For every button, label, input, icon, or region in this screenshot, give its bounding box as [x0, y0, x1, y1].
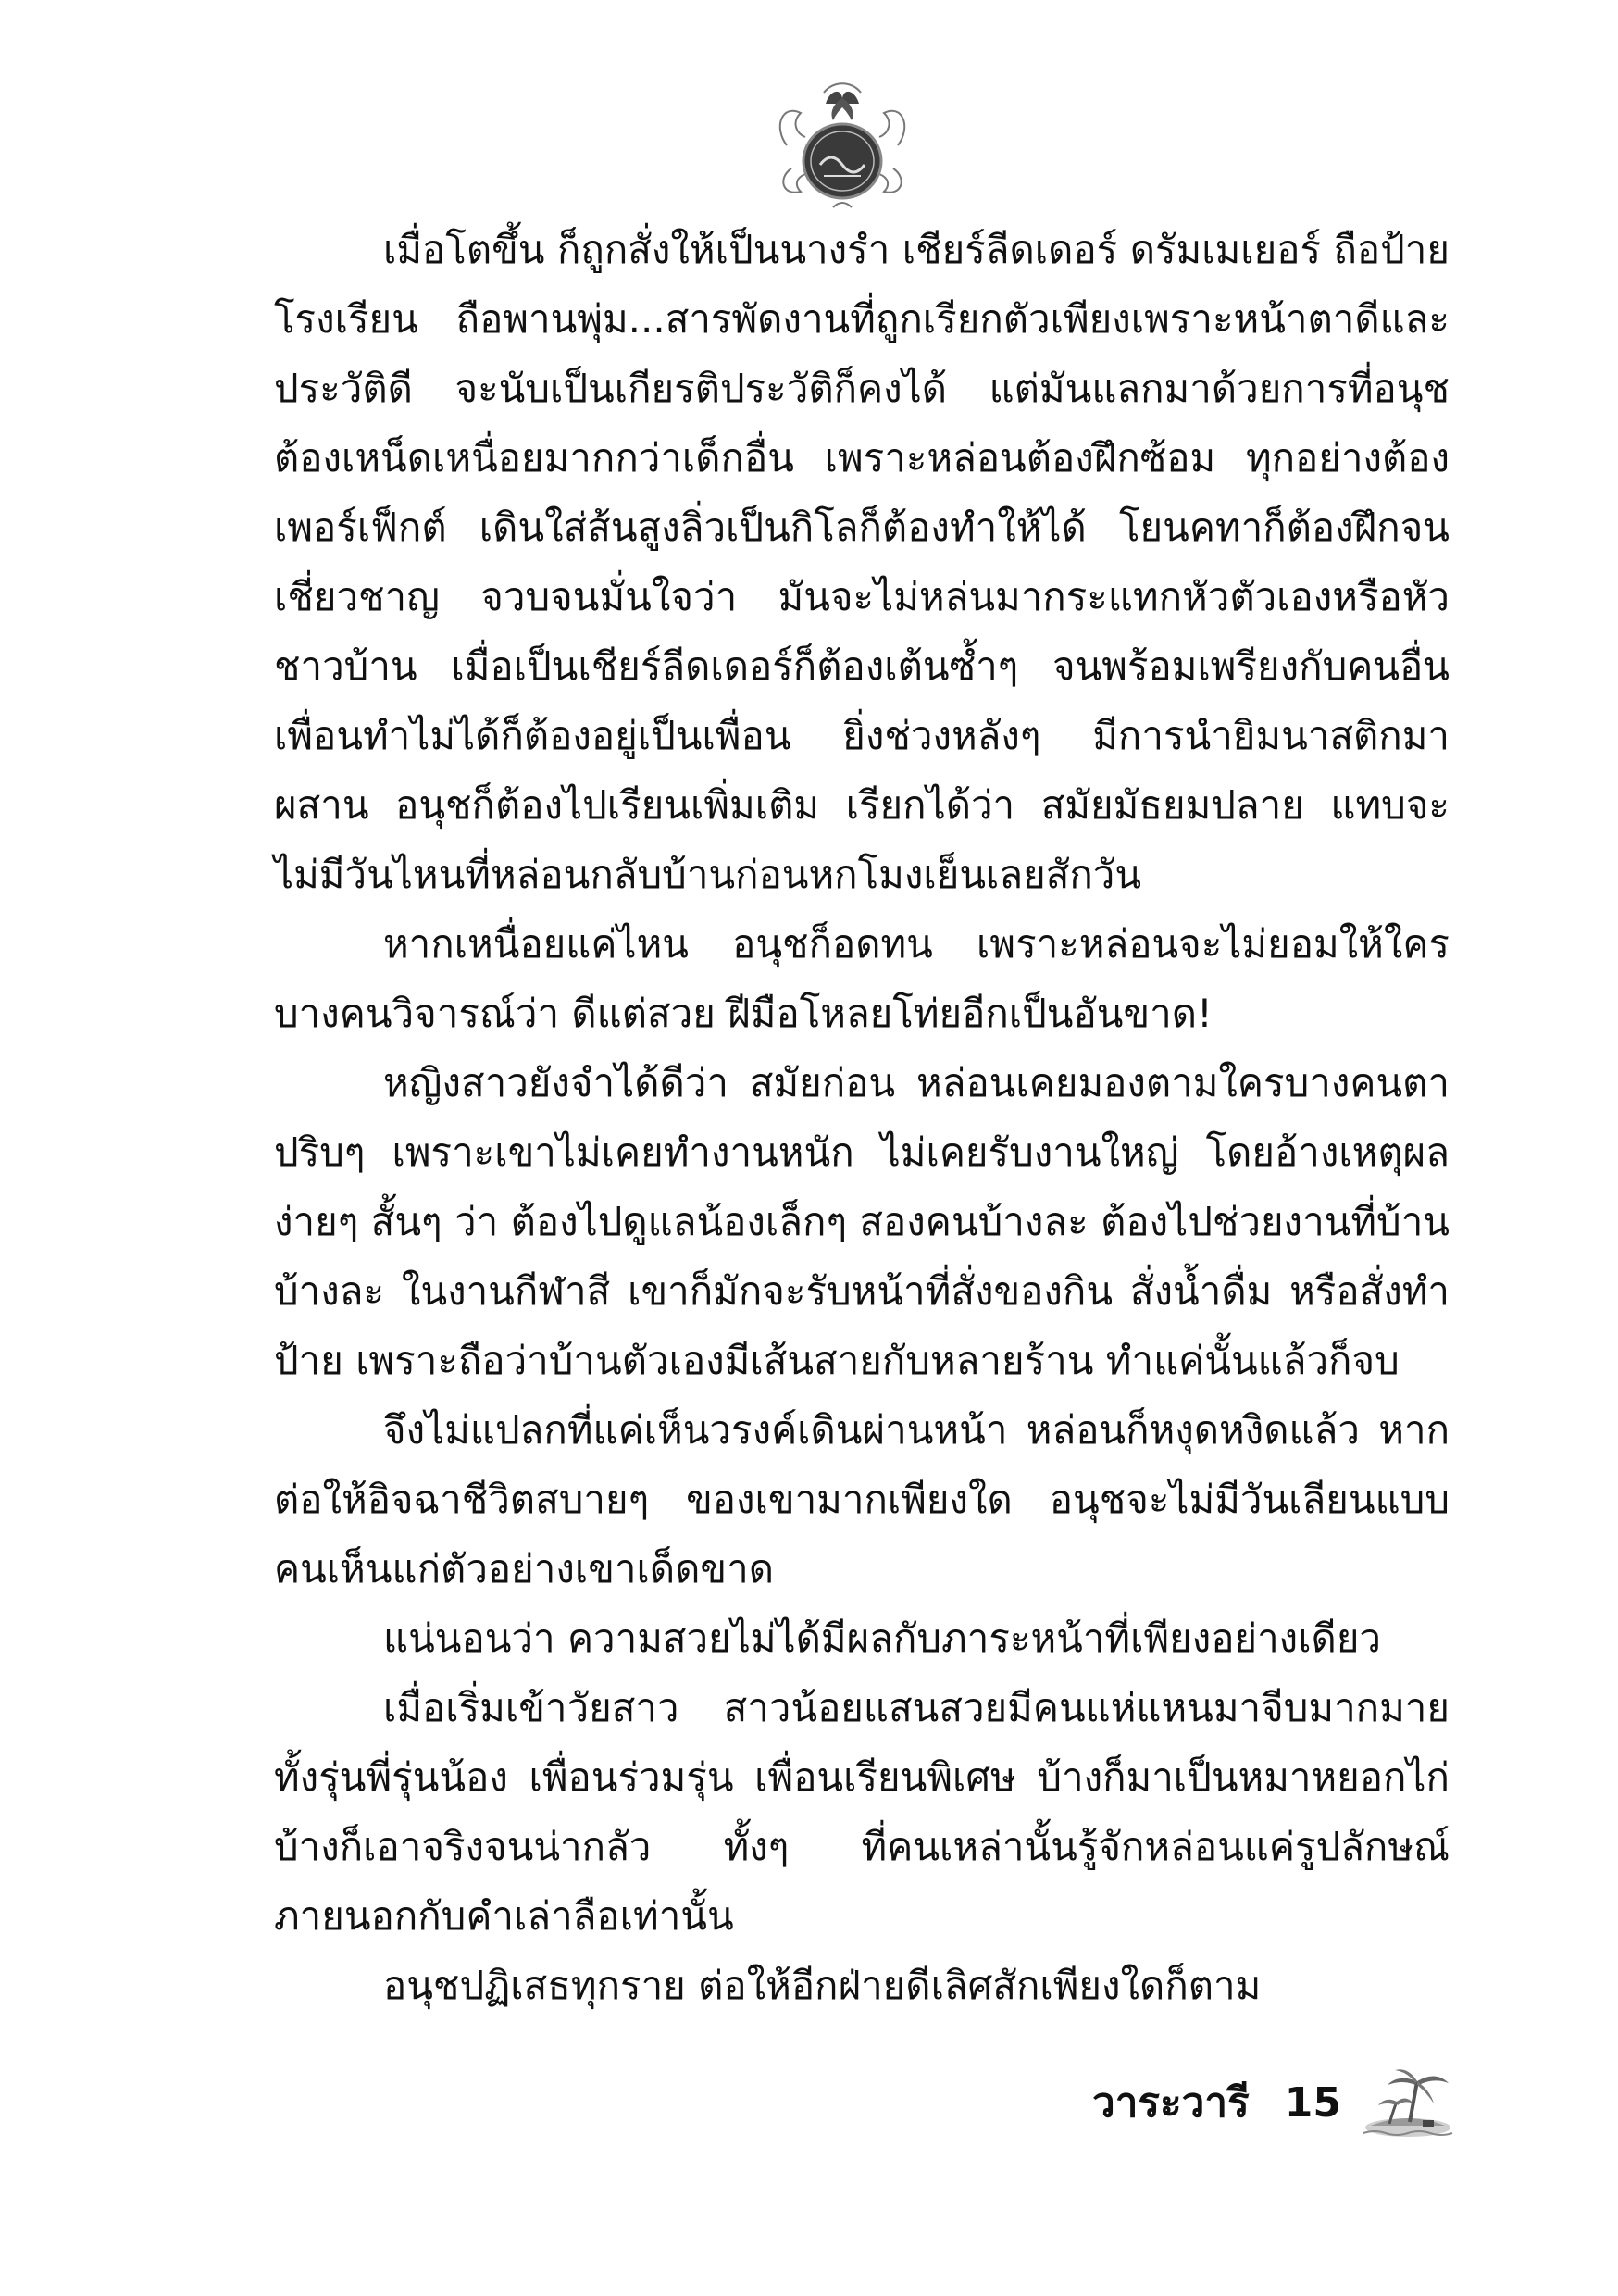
- page-footer: [1092, 2070, 1454, 2135]
- paragraph: อนุชปฏิเสธทุกราย ต่อให้อีกฝ่ายดีเลิศสักเพียงใดก็ตาม: [383, 1963, 1262, 2008]
- paragraph: แน่นอนว่า ความสวยไม่ได้มีผลกับภาระหน้าที่เพียงอย่างเดียว: [383, 1616, 1382, 1661]
- chapter-body-text: [274, 215, 1450, 2020]
- paragraph: เมื่อเริ่มเข้าวัยสาว สาวน้อยแสนสวยมีคนแห่แหนมาจีบมากมายทั้งรุ่นพี่รุ่นน้อง เพื่อนร่วมรุ่น เพื่อนเรียนพิเศษ บ้างก็มาเป็นหมาหยอกไก่ บ้างก็เอาจริงจนน่ากลัว ทั้งๆ ที่คนเหล่านั้นรู้จักหล่อนแค่รูปลักษณ์ภายนอกกับคำเล่าลือเท่านั้น: [274, 1685, 1450, 1939]
- ornamental-crest-emblem: [768, 76, 916, 215]
- book-title: วาระวารี: [1092, 2079, 1250, 2127]
- paragraph: หากเหนื่อยแค่ไหน อนุชก็อดทน เพราะหล่อนจะไม่ยอมให้ใครบางคนวิจารณ์ว่า ดีแต่สวย ฝีมือโหลยโท่ยอีกเป็นอันขาด!: [274, 921, 1450, 1036]
- paragraph: เมื่อโตขึ้น ก็ถูกสั่งให้เป็นนางรำ เชียร์ลีดเดอร์ ดรัมเมเยอร์ ถือป้ายโรงเรียน ถือพานพุ่ม...สารพัดงานที่ถูกเรียกตัวเพียงเพราะหน้าตาดีและประวัติดี จะนับเป็นเกียรติประวัติก็คงได้ แต่มันแลกมาด้วยการที่อนุชต้องเหน็ดเหนื่อยมากกว่าเด็กอื่น เพราะหล่อนต้องฝึกซ้อม ทุกอย่างต้องเพอร์เฟ็กต์ เดินใส่ส้นสูงลิ่วเป็นกิโลก็ต้องทำให้ได้ โยนคทาก็ต้องฝึกจนเชี่ยวชาญ จวบจนมั่นใจว่า มันจะไม่หล่นมากระแทกหัวตัวเองหรือหัวชาวบ้าน เมื่อเป็นเชียร์ลีดเดอร์ก็ต้องเต้นซ้ำๆ จนพร้อมเพรียงกับคนอื่น เพื่อนทำไม่ได้ก็ต้องอยู่เป็นเพื่อน ยิ่งช่วงหลังๆ มีการนำยิมนาสติกมาผสาน อนุชก็ต้องไปเรียนเพิ่มเติม เรียกได้ว่า สมัยมัธยมปลาย แทบจะไม่มีวันไหนที่หล่อนกลับบ้านก่อนหกโมงเย็นเลยสักวัน: [274, 227, 1450, 897]
- paragraph: หญิงสาวยังจำได้ดีว่า สมัยก่อน หล่อนเคยมองตามใครบางคนตาปริบๆ เพราะเขาไม่เคยทำงานหนัก ไม่เคยรับงานใหญ่ โดยอ้างเหตุผลง่ายๆ สั้นๆ ว่า ต้องไปดูแลน้องเล็กๆ สองคนบ้างละ ต้องไปช่วยงานที่บ้านบ้างละ ในงานกีฬาสี เขาก็มักจะรับหน้าที่สั่งของกิน สั่งน้ำดื่ม หรือสั่งทำป้าย เพราะถือว่าบ้านตัวเองมีเส้นสายกับหลายร้าน ทำแค่นั้นแล้วก็จบ: [274, 1060, 1450, 1383]
- page-number: 15: [1284, 2078, 1341, 2127]
- palm-island-icon: [1362, 2065, 1454, 2140]
- paragraph: จึงไม่แปลกที่แค่เห็นวรงค์เดินผ่านหน้า หล่อนก็หงุดหงิดแล้ว หากต่อให้อิจฉาชีวิตสบายๆ ของเขามากเพียงใด อนุชจะไม่มีวันเลียนแบบคนเห็นแก่ตัวอย่างเขาเด็ดขาด: [274, 1407, 1450, 1591]
